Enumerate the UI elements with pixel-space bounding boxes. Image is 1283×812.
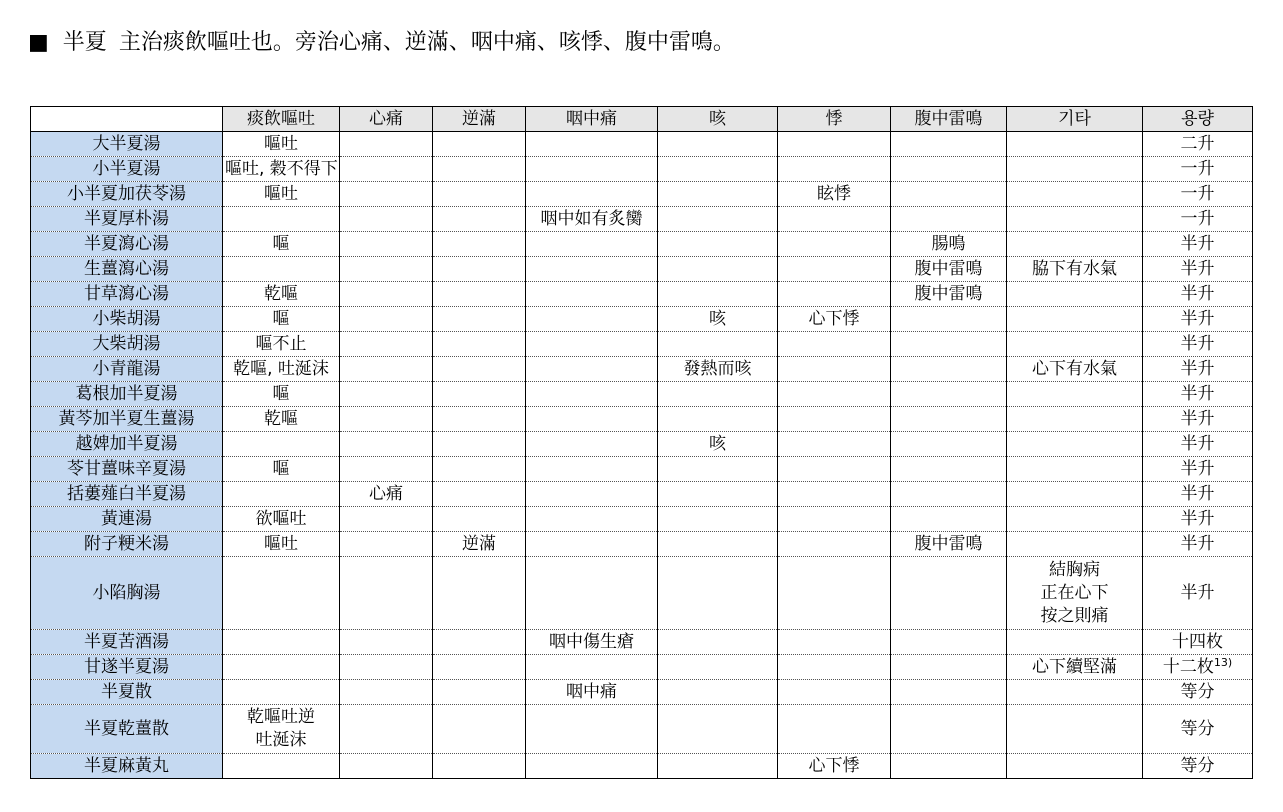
header-palpitation: 悸 bbox=[778, 107, 891, 132]
heart-pain-cell bbox=[340, 630, 433, 655]
throat-pain-cell bbox=[526, 754, 658, 779]
palpitation-cell: 心下悸 bbox=[778, 307, 891, 332]
counterflow-fullness-cell bbox=[433, 457, 526, 482]
prescription-name-cell: 半夏苦酒湯 bbox=[31, 630, 223, 655]
prescription-name-cell: 半夏厚朴湯 bbox=[31, 207, 223, 232]
palpitation-cell bbox=[778, 705, 891, 754]
cough-cell bbox=[658, 754, 778, 779]
cough-cell bbox=[658, 207, 778, 232]
other-cell: 心下續堅滿 bbox=[1007, 655, 1143, 680]
abdominal-rumbling-cell bbox=[891, 207, 1007, 232]
abdominal-rumbling-cell bbox=[891, 332, 1007, 357]
throat-pain-cell bbox=[526, 432, 658, 457]
heart-pain-cell bbox=[340, 680, 433, 705]
counterflow-fullness-cell bbox=[433, 157, 526, 182]
heart-pain-cell bbox=[340, 157, 433, 182]
table-row bbox=[31, 182, 1253, 207]
dosage-value: 半升 bbox=[1180, 408, 1215, 429]
other-cell: 心下有水氣 bbox=[1007, 357, 1143, 382]
dosage-cell bbox=[1143, 357, 1253, 382]
abdominal-rumbling-cell: 腸鳴 bbox=[891, 232, 1007, 257]
counterflow-fullness-cell bbox=[433, 207, 526, 232]
abdominal-rumbling-cell bbox=[891, 482, 1007, 507]
throat-pain-cell bbox=[526, 157, 658, 182]
dosage-cell bbox=[1143, 132, 1253, 157]
dosage-cell bbox=[1143, 257, 1253, 282]
phlegm-vomiting-cell: 嘔吐 bbox=[223, 182, 340, 207]
phlegm-vomiting-cell: 嘔 bbox=[223, 457, 340, 482]
prescription-name-cell: 大柴胡湯 bbox=[31, 332, 223, 357]
counterflow-fullness-cell bbox=[433, 630, 526, 655]
dosage-cell bbox=[1143, 482, 1253, 507]
other-cell bbox=[1007, 507, 1143, 532]
table-row bbox=[31, 482, 1253, 507]
abdominal-rumbling-cell bbox=[891, 557, 1007, 630]
header-heart-pain: 心痛 bbox=[340, 107, 433, 132]
other-cell bbox=[1007, 457, 1143, 482]
palpitation-cell bbox=[778, 132, 891, 157]
abdominal-rumbling-cell: 腹中雷鳴 bbox=[891, 282, 1007, 307]
abdominal-rumbling-cell bbox=[891, 132, 1007, 157]
prescription-name-cell: 大半夏湯 bbox=[31, 132, 223, 157]
cough-cell bbox=[658, 257, 778, 282]
other-cell bbox=[1007, 382, 1143, 407]
throat-pain-cell bbox=[526, 655, 658, 680]
other-cell: 脇下有水氣 bbox=[1007, 257, 1143, 282]
cough-cell bbox=[658, 557, 778, 630]
cough-cell bbox=[658, 232, 778, 257]
cough-cell: 咳 bbox=[658, 307, 778, 332]
prescription-table bbox=[30, 106, 1253, 779]
counterflow-fullness-cell: 逆滿 bbox=[433, 532, 526, 557]
prescription-name-cell: 括蔞薤白半夏湯 bbox=[31, 482, 223, 507]
header-phlegm-vomiting: 痰飲嘔吐 bbox=[223, 107, 340, 132]
table-row bbox=[31, 157, 1253, 182]
other-cell bbox=[1007, 680, 1143, 705]
dosage-cell bbox=[1143, 705, 1253, 754]
palpitation-cell bbox=[778, 232, 891, 257]
palpitation-cell bbox=[778, 482, 891, 507]
palpitation-cell bbox=[778, 282, 891, 307]
other-cell bbox=[1007, 705, 1143, 754]
other-cell bbox=[1007, 182, 1143, 207]
dosage-cell bbox=[1143, 332, 1253, 357]
other-cell bbox=[1007, 282, 1143, 307]
phlegm-vomiting-cell: 嘔吐 bbox=[223, 132, 340, 157]
prescription-name-cell: 小半夏加茯苓湯 bbox=[31, 182, 223, 207]
dosage-cell bbox=[1143, 157, 1253, 182]
abdominal-rumbling-cell bbox=[891, 307, 1007, 332]
counterflow-fullness-cell bbox=[433, 754, 526, 779]
throat-pain-cell bbox=[526, 182, 658, 207]
abdominal-rumbling-cell bbox=[891, 680, 1007, 705]
throat-pain-cell bbox=[526, 532, 658, 557]
dosage-cell bbox=[1143, 507, 1253, 532]
heart-pain-cell bbox=[340, 432, 433, 457]
dosage-cell bbox=[1143, 432, 1253, 457]
counterflow-fullness-cell bbox=[433, 680, 526, 705]
counterflow-fullness-cell bbox=[433, 705, 526, 754]
other-cell bbox=[1007, 307, 1143, 332]
throat-pain-cell: 咽中傷生瘡 bbox=[526, 630, 658, 655]
dosage-value: 半升 bbox=[1180, 233, 1215, 254]
cough-cell bbox=[658, 407, 778, 432]
prescription-name-cell: 半夏乾薑散 bbox=[31, 705, 223, 754]
heart-pain-cell bbox=[340, 382, 433, 407]
palpitation-cell: 眩悸 bbox=[778, 182, 891, 207]
dosage-cell bbox=[1143, 557, 1253, 630]
dosage-value: 等分 bbox=[1180, 755, 1215, 776]
palpitation-cell bbox=[778, 680, 891, 705]
other-cell bbox=[1007, 754, 1143, 779]
phlegm-vomiting-cell bbox=[223, 754, 340, 779]
dosage-cell bbox=[1143, 407, 1253, 432]
dosage-cell bbox=[1143, 307, 1253, 332]
prescription-name-cell: 半夏瀉心湯 bbox=[31, 232, 223, 257]
palpitation-cell bbox=[778, 407, 891, 432]
other-cell bbox=[1007, 432, 1143, 457]
other-cell bbox=[1007, 332, 1143, 357]
counterflow-fullness-cell bbox=[433, 332, 526, 357]
prescription-name-cell: 生薑瀉心湯 bbox=[31, 257, 223, 282]
header-dosage: 용량 bbox=[1143, 107, 1253, 132]
dosage-value: 二升 bbox=[1180, 133, 1215, 154]
cough-cell bbox=[658, 282, 778, 307]
counterflow-fullness-cell bbox=[433, 655, 526, 680]
dosage-value: 半升 bbox=[1180, 308, 1215, 329]
table-row bbox=[31, 357, 1253, 382]
section-heading bbox=[28, 28, 735, 58]
palpitation-cell bbox=[778, 507, 891, 532]
other-cell bbox=[1007, 532, 1143, 557]
table-row bbox=[31, 557, 1253, 630]
counterflow-fullness-cell bbox=[433, 432, 526, 457]
heart-pain-cell bbox=[340, 532, 433, 557]
palpitation-cell bbox=[778, 655, 891, 680]
counterflow-fullness-cell bbox=[433, 182, 526, 207]
prescription-name-cell: 小青龍湯 bbox=[31, 357, 223, 382]
palpitation-cell bbox=[778, 432, 891, 457]
heart-pain-cell bbox=[340, 457, 433, 482]
abdominal-rumbling-cell bbox=[891, 382, 1007, 407]
heart-pain-cell bbox=[340, 182, 433, 207]
table-row bbox=[31, 382, 1253, 407]
table-row bbox=[31, 680, 1253, 705]
counterflow-fullness-cell bbox=[433, 257, 526, 282]
dosage-cell bbox=[1143, 182, 1253, 207]
table-header-row bbox=[31, 107, 1253, 132]
prescription-name-cell: 黃芩加半夏生薑湯 bbox=[31, 407, 223, 432]
cough-cell bbox=[658, 157, 778, 182]
heart-pain-cell bbox=[340, 132, 433, 157]
dosage-cell bbox=[1143, 680, 1253, 705]
counterflow-fullness-cell bbox=[433, 307, 526, 332]
throat-pain-cell bbox=[526, 257, 658, 282]
prescription-name-cell: 半夏散 bbox=[31, 680, 223, 705]
phlegm-vomiting-cell bbox=[223, 257, 340, 282]
dosage-cell bbox=[1143, 532, 1253, 557]
cough-cell bbox=[658, 182, 778, 207]
phlegm-vomiting-cell: 欲嘔吐 bbox=[223, 507, 340, 532]
phlegm-vomiting-cell: 乾嘔 bbox=[223, 282, 340, 307]
phlegm-vomiting-cell: 乾嘔, 吐涎沫 bbox=[223, 357, 340, 382]
counterflow-fullness-cell bbox=[433, 282, 526, 307]
prescription-name-cell: 越婢加半夏湯 bbox=[31, 432, 223, 457]
palpitation-cell bbox=[778, 557, 891, 630]
counterflow-fullness-cell bbox=[433, 507, 526, 532]
cough-cell: 發熱而咳 bbox=[658, 357, 778, 382]
counterflow-fullness-cell bbox=[433, 407, 526, 432]
cough-cell bbox=[658, 382, 778, 407]
throat-pain-cell bbox=[526, 132, 658, 157]
phlegm-vomiting-cell bbox=[223, 432, 340, 457]
abdominal-rumbling-cell bbox=[891, 630, 1007, 655]
palpitation-cell bbox=[778, 532, 891, 557]
dosage-value: 半升 bbox=[1180, 508, 1215, 529]
dosage-cell bbox=[1143, 630, 1253, 655]
header-other: 기타 bbox=[1007, 107, 1143, 132]
heart-pain-cell bbox=[340, 407, 433, 432]
throat-pain-cell bbox=[526, 482, 658, 507]
dosage-value: 半升 bbox=[1180, 358, 1215, 379]
dosage-value: 半升 bbox=[1180, 582, 1215, 603]
palpitation-cell bbox=[778, 332, 891, 357]
prescription-name-cell: 小陷胸湯 bbox=[31, 557, 223, 630]
palpitation-cell bbox=[778, 257, 891, 282]
throat-pain-cell bbox=[526, 282, 658, 307]
abdominal-rumbling-cell bbox=[891, 407, 1007, 432]
abdominal-rumbling-cell bbox=[891, 432, 1007, 457]
heading-text: 主治痰飲嘔吐也。旁治心痛、逆滿、咽中痛、咳悸、腹中雷鳴。 bbox=[118, 30, 735, 55]
palpitation-cell bbox=[778, 630, 891, 655]
other-cell bbox=[1007, 407, 1143, 432]
table-row bbox=[31, 754, 1253, 779]
abdominal-rumbling-cell bbox=[891, 357, 1007, 382]
dosage-cell bbox=[1143, 232, 1253, 257]
other-cell bbox=[1007, 630, 1143, 655]
abdominal-rumbling-cell bbox=[891, 182, 1007, 207]
table-row bbox=[31, 630, 1253, 655]
header-blank bbox=[31, 107, 223, 132]
heart-pain-cell bbox=[340, 754, 433, 779]
palpitation-cell bbox=[778, 382, 891, 407]
cough-cell bbox=[658, 482, 778, 507]
heart-pain-cell bbox=[340, 307, 433, 332]
phlegm-vomiting-cell: 乾嘔 bbox=[223, 407, 340, 432]
throat-pain-cell bbox=[526, 457, 658, 482]
table-row bbox=[31, 207, 1253, 232]
other-cell bbox=[1007, 482, 1143, 507]
heart-pain-cell bbox=[340, 507, 433, 532]
prescription-name-cell: 葛根加半夏湯 bbox=[31, 382, 223, 407]
footnote-marker: 13) bbox=[1213, 655, 1233, 669]
square-bullet-icon: ■ bbox=[28, 30, 49, 55]
cough-cell bbox=[658, 132, 778, 157]
cough-cell: 咳 bbox=[658, 432, 778, 457]
phlegm-vomiting-cell bbox=[223, 482, 340, 507]
palpitation-cell bbox=[778, 157, 891, 182]
dosage-value: 等分 bbox=[1180, 681, 1215, 702]
dosage-value: 半升 bbox=[1180, 483, 1215, 504]
throat-pain-cell bbox=[526, 307, 658, 332]
cough-cell bbox=[658, 705, 778, 754]
prescription-name-cell: 黃連湯 bbox=[31, 507, 223, 532]
phlegm-vomiting-cell bbox=[223, 680, 340, 705]
phlegm-vomiting-cell: 嘔 bbox=[223, 232, 340, 257]
table-row bbox=[31, 457, 1253, 482]
dosage-cell bbox=[1143, 207, 1253, 232]
other-cell bbox=[1007, 132, 1143, 157]
dosage-value: 一升 bbox=[1180, 183, 1215, 204]
prescription-name-cell: 小半夏湯 bbox=[31, 157, 223, 182]
dosage-value: 一升 bbox=[1180, 208, 1215, 229]
palpitation-cell bbox=[778, 457, 891, 482]
throat-pain-cell bbox=[526, 382, 658, 407]
dosage-cell bbox=[1143, 457, 1253, 482]
prescription-name-cell: 苓甘薑味辛夏湯 bbox=[31, 457, 223, 482]
dosage-value: 等分 bbox=[1180, 718, 1215, 739]
dosage-value: 十二枚 bbox=[1162, 656, 1214, 677]
other-cell: 結胸病 正在心下 按之則痛 bbox=[1007, 557, 1143, 630]
palpitation-cell bbox=[778, 357, 891, 382]
heart-pain-cell bbox=[340, 257, 433, 282]
table-row bbox=[31, 532, 1253, 557]
table-row bbox=[31, 232, 1253, 257]
prescription-name-cell: 半夏麻黃丸 bbox=[31, 754, 223, 779]
dosage-value: 半升 bbox=[1180, 333, 1215, 354]
counterflow-fullness-cell bbox=[433, 557, 526, 630]
heart-pain-cell bbox=[340, 282, 433, 307]
table-row bbox=[31, 332, 1253, 357]
heart-pain-cell bbox=[340, 332, 433, 357]
throat-pain-cell bbox=[526, 232, 658, 257]
heart-pain-cell bbox=[340, 557, 433, 630]
abdominal-rumbling-cell: 腹中雷鳴 bbox=[891, 257, 1007, 282]
table-row bbox=[31, 407, 1253, 432]
dosage-value: 半升 bbox=[1180, 433, 1215, 454]
phlegm-vomiting-cell bbox=[223, 630, 340, 655]
dosage-value: 十四枚 bbox=[1172, 631, 1223, 652]
abdominal-rumbling-cell bbox=[891, 157, 1007, 182]
throat-pain-cell: 咽中如有炙臠 bbox=[526, 207, 658, 232]
abdominal-rumbling-cell bbox=[891, 705, 1007, 754]
abdominal-rumbling-cell bbox=[891, 457, 1007, 482]
phlegm-vomiting-cell: 嘔不止 bbox=[223, 332, 340, 357]
cough-cell bbox=[658, 630, 778, 655]
cough-cell bbox=[658, 332, 778, 357]
counterflow-fullness-cell bbox=[433, 482, 526, 507]
prescription-name-cell: 甘遂半夏湯 bbox=[31, 655, 223, 680]
counterflow-fullness-cell bbox=[433, 132, 526, 157]
throat-pain-cell bbox=[526, 705, 658, 754]
dosage-cell bbox=[1143, 655, 1253, 680]
cough-cell bbox=[658, 457, 778, 482]
table-row bbox=[31, 132, 1253, 157]
counterflow-fullness-cell bbox=[433, 232, 526, 257]
header-abdominal-rumbling: 腹中雷鳴 bbox=[891, 107, 1007, 132]
table-row bbox=[31, 257, 1253, 282]
dosage-value: 半升 bbox=[1180, 383, 1215, 404]
heart-pain-cell: 心痛 bbox=[340, 482, 433, 507]
palpitation-cell: 心下悸 bbox=[778, 754, 891, 779]
dosage-value: 半升 bbox=[1180, 458, 1215, 479]
heading-herb: 半夏 bbox=[62, 30, 107, 55]
table-row bbox=[31, 432, 1253, 457]
dosage-value: 半升 bbox=[1180, 258, 1215, 279]
heart-pain-cell bbox=[340, 705, 433, 754]
palpitation-cell bbox=[778, 207, 891, 232]
dosage-value: 半升 bbox=[1180, 533, 1215, 554]
throat-pain-cell bbox=[526, 557, 658, 630]
phlegm-vomiting-cell bbox=[223, 207, 340, 232]
table-row bbox=[31, 282, 1253, 307]
prescription-name-cell: 小柴胡湯 bbox=[31, 307, 223, 332]
cough-cell bbox=[658, 680, 778, 705]
heart-pain-cell bbox=[340, 207, 433, 232]
phlegm-vomiting-cell: 嘔吐 bbox=[223, 532, 340, 557]
table-row bbox=[31, 507, 1253, 532]
throat-pain-cell bbox=[526, 357, 658, 382]
heart-pain-cell bbox=[340, 357, 433, 382]
dosage-value: 半升 bbox=[1180, 283, 1215, 304]
other-cell bbox=[1007, 232, 1143, 257]
heart-pain-cell bbox=[340, 655, 433, 680]
abdominal-rumbling-cell: 腹中雷鳴 bbox=[891, 532, 1007, 557]
throat-pain-cell bbox=[526, 407, 658, 432]
dosage-cell bbox=[1143, 282, 1253, 307]
phlegm-vomiting-cell bbox=[223, 655, 340, 680]
phlegm-vomiting-cell: 嘔 bbox=[223, 307, 340, 332]
counterflow-fullness-cell bbox=[433, 382, 526, 407]
header-cough: 咳 bbox=[658, 107, 778, 132]
cough-cell bbox=[658, 655, 778, 680]
phlegm-vomiting-cell: 嘔 bbox=[223, 382, 340, 407]
throat-pain-cell bbox=[526, 507, 658, 532]
phlegm-vomiting-cell: 嘔吐, 穀不得下 bbox=[223, 157, 340, 182]
table-row bbox=[31, 655, 1253, 680]
table-row bbox=[31, 705, 1253, 754]
phlegm-vomiting-cell bbox=[223, 557, 340, 630]
header-throat-pain: 咽中痛 bbox=[526, 107, 658, 132]
other-cell bbox=[1007, 207, 1143, 232]
phlegm-vomiting-cell: 乾嘔吐逆 吐涎沫 bbox=[223, 705, 340, 754]
dosage-value: 一升 bbox=[1180, 158, 1215, 179]
dosage-cell bbox=[1143, 754, 1253, 779]
prescription-name-cell: 甘草瀉心湯 bbox=[31, 282, 223, 307]
other-cell bbox=[1007, 157, 1143, 182]
header-counterflow-fullness: 逆滿 bbox=[433, 107, 526, 132]
table-row bbox=[31, 307, 1253, 332]
heart-pain-cell bbox=[340, 232, 433, 257]
abdominal-rumbling-cell bbox=[891, 754, 1007, 779]
dosage-cell bbox=[1143, 382, 1253, 407]
throat-pain-cell bbox=[526, 332, 658, 357]
prescription-name-cell: 附子粳米湯 bbox=[31, 532, 223, 557]
counterflow-fullness-cell bbox=[433, 357, 526, 382]
throat-pain-cell: 咽中痛 bbox=[526, 680, 658, 705]
abdominal-rumbling-cell bbox=[891, 507, 1007, 532]
abdominal-rumbling-cell bbox=[891, 655, 1007, 680]
cough-cell bbox=[658, 532, 778, 557]
cough-cell bbox=[658, 507, 778, 532]
